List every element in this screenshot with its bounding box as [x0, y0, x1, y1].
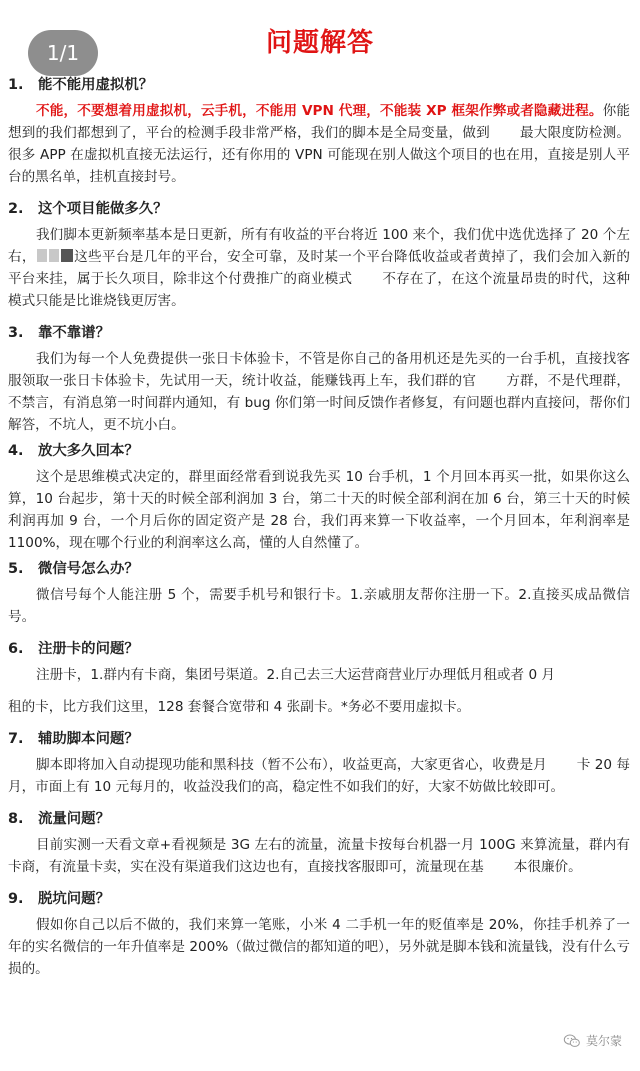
question-text: 这个项目能做多久？ [38, 201, 168, 217]
redaction-mark [61, 249, 73, 262]
wechat-icon [563, 1034, 581, 1048]
faq-item-8 [8, 804, 630, 878]
answer-part: 注册卡，1.群内有卡商，集团号渠道。2.自己去三大运营商营业厅办理低月租或者 0 月 [36, 667, 556, 683]
answer-part: 我们脚本更新频率基本是日更新，所有有收益的平台将近 100 来个，我们优中选优选择了 20 个左右， [8, 227, 630, 265]
faq-item-9 [8, 884, 630, 980]
answer-text [8, 466, 630, 554]
question-heading [8, 194, 630, 224]
page-title: 问题解答 [265, 28, 374, 58]
question-number: 3. [8, 325, 24, 341]
answer-text [8, 100, 630, 188]
answer-text [8, 664, 630, 686]
question-text: 脱坑问题？ [38, 891, 110, 907]
answer-part: 我们为每一个人免费提供一张日卡体验卡，不管是你自己的备用机还是先买的一台手机，直接找客服领取一张日卡体验卡，先试用一天，统计收益，能赚钱再上车，我们群的官 [8, 351, 630, 389]
answer-part: 本很廉价。 [513, 859, 582, 875]
question-heading [8, 318, 630, 348]
question-number: 6. [8, 641, 24, 657]
answer-part: 这些平台是几年的平台，安全可靠，及时某一个平台降低收益或者黄掉了，我们会加入新的平台来挂，属于长久项目，除非这个付费推广的商业模式 [8, 249, 630, 287]
question-number: 7. [8, 731, 24, 747]
question-text: 流量问题？ [38, 811, 110, 827]
redaction-mark [37, 249, 47, 262]
faq-item-5 [8, 554, 630, 628]
answer-text [8, 696, 630, 718]
faq-item-3 [8, 318, 630, 436]
answer-text [8, 914, 630, 980]
question-heading [8, 804, 630, 834]
faq-content [8, 70, 630, 980]
answer-part: 不存在了，在这个流量昂贵的时代，这种模式只能是比谁烧钱更厉害。 [8, 271, 631, 309]
answer-text [8, 348, 630, 436]
faq-item-6 [8, 634, 630, 718]
answer-part: 租的卡，比方我们这里，128 套餐合宽带和 4 张副卡。*务必不要用虚拟卡。 [8, 699, 471, 715]
answer-part: 目前实测一天看文章+看视频是 3G 左右的流量，流量卡按每台机器一月 100G 来算流量，群内有卡商，有流量卡卖，实在没有渠道我们这边也有，直接找客服即可，流量现在基 [8, 837, 630, 875]
question-number: 8. [8, 811, 24, 827]
question-heading [8, 634, 630, 664]
answer-text [8, 224, 630, 312]
answer-part: 你能想到的我们都想到了，平台的检测手段非常严格，我们的脚本是全局变量，做到 [8, 103, 631, 141]
question-heading [8, 70, 630, 100]
question-text: 靠不靠谱？ [38, 325, 110, 341]
answer-text [8, 754, 630, 798]
question-text: 能不能用虚拟机？ [38, 77, 154, 93]
question-heading [8, 436, 630, 466]
answer-part: 脚本即将加入自动提现功能和黑科技（暂不公布），收益更高，大家更省心，收费是月 [36, 757, 547, 773]
answer-part: 最大限度防检测。很多 APP 在虚拟机直接无法运行，还有你用的 VPN 可能现在别人做这个项目的也在用，直接是别人平台的黑名单，挂机直接封号。 [8, 125, 630, 185]
answer-part: 这个是思维模式决定的，群里面经常看到说我先买 10 台手机，1 个月回本再买一批，如果你这么算，10 台起步，第十天的时候全部利润加 3 台，第二十天的时候全部利润在加 6 台，第三十天的时候利润再加 9 台，一个月后你的固定资产是 28 台，我们再来算一下收益率，一个月回本，年利润率是1100%，现在哪个行业的利润率这么高，懂的人自然懂了。 [8, 469, 630, 551]
question-heading [8, 554, 630, 584]
warning-text: 不能，不要想着用虚拟机，云手机，不能用 VPN 代理，不能装 XP 框架作弊或者隐藏进程。 [36, 103, 603, 119]
account-name: 莫尔蒙 [585, 1034, 622, 1048]
question-number: 2. [8, 201, 24, 217]
question-number: 4. [8, 443, 24, 459]
page-indicator[interactable]: 1/1 [28, 30, 98, 76]
question-text: 微信号怎么办？ [38, 561, 139, 577]
question-heading [8, 724, 630, 754]
answer-part: 微信号每个人能注册 5 个，需要手机号和银行卡。1.亲戚朋友帮你注册一下。2.直接买成品微信号。 [8, 587, 630, 625]
question-number: 5. [8, 561, 24, 577]
question-text: 放大多久回本？ [38, 443, 139, 459]
answer-part: 方群，不是代理群，不禁言，有消息第一时间群内通知，有 bug 你们第一时间反馈作者修复，有问题也群内直接问，帮你们解答，不坑人，更不坑小白。 [8, 373, 631, 433]
wechat-watermark [563, 1032, 622, 1049]
answer-text [8, 834, 630, 878]
answer-part: 卡 20 每月，市面上有 10 元每月的，收益没我们的高，稳定性不如我们的好，大家不妨做比较即可。 [8, 757, 630, 795]
faq-item-1 [8, 70, 630, 188]
faq-item-7 [8, 724, 630, 798]
question-number: 1. [8, 77, 24, 93]
question-text: 辅助脚本问题？ [38, 731, 139, 747]
question-number: 9. [8, 891, 24, 907]
question-text: 注册卡的问题？ [38, 641, 139, 657]
answer-part: 假如你自己以后不做的，我们来算一笔账，小米 4 二手机一年的贬值率是 20%，你挂手机养了一年的实名微信的一年升值率是 200%（做过微信的都知道的吧），另外就是脚本钱和流量钱，没有什么亏损的。 [8, 917, 630, 977]
question-heading [8, 884, 630, 914]
faq-item-2 [8, 194, 630, 312]
answer-text [8, 584, 630, 628]
redaction-mark [49, 249, 59, 262]
faq-item-4 [8, 436, 630, 554]
